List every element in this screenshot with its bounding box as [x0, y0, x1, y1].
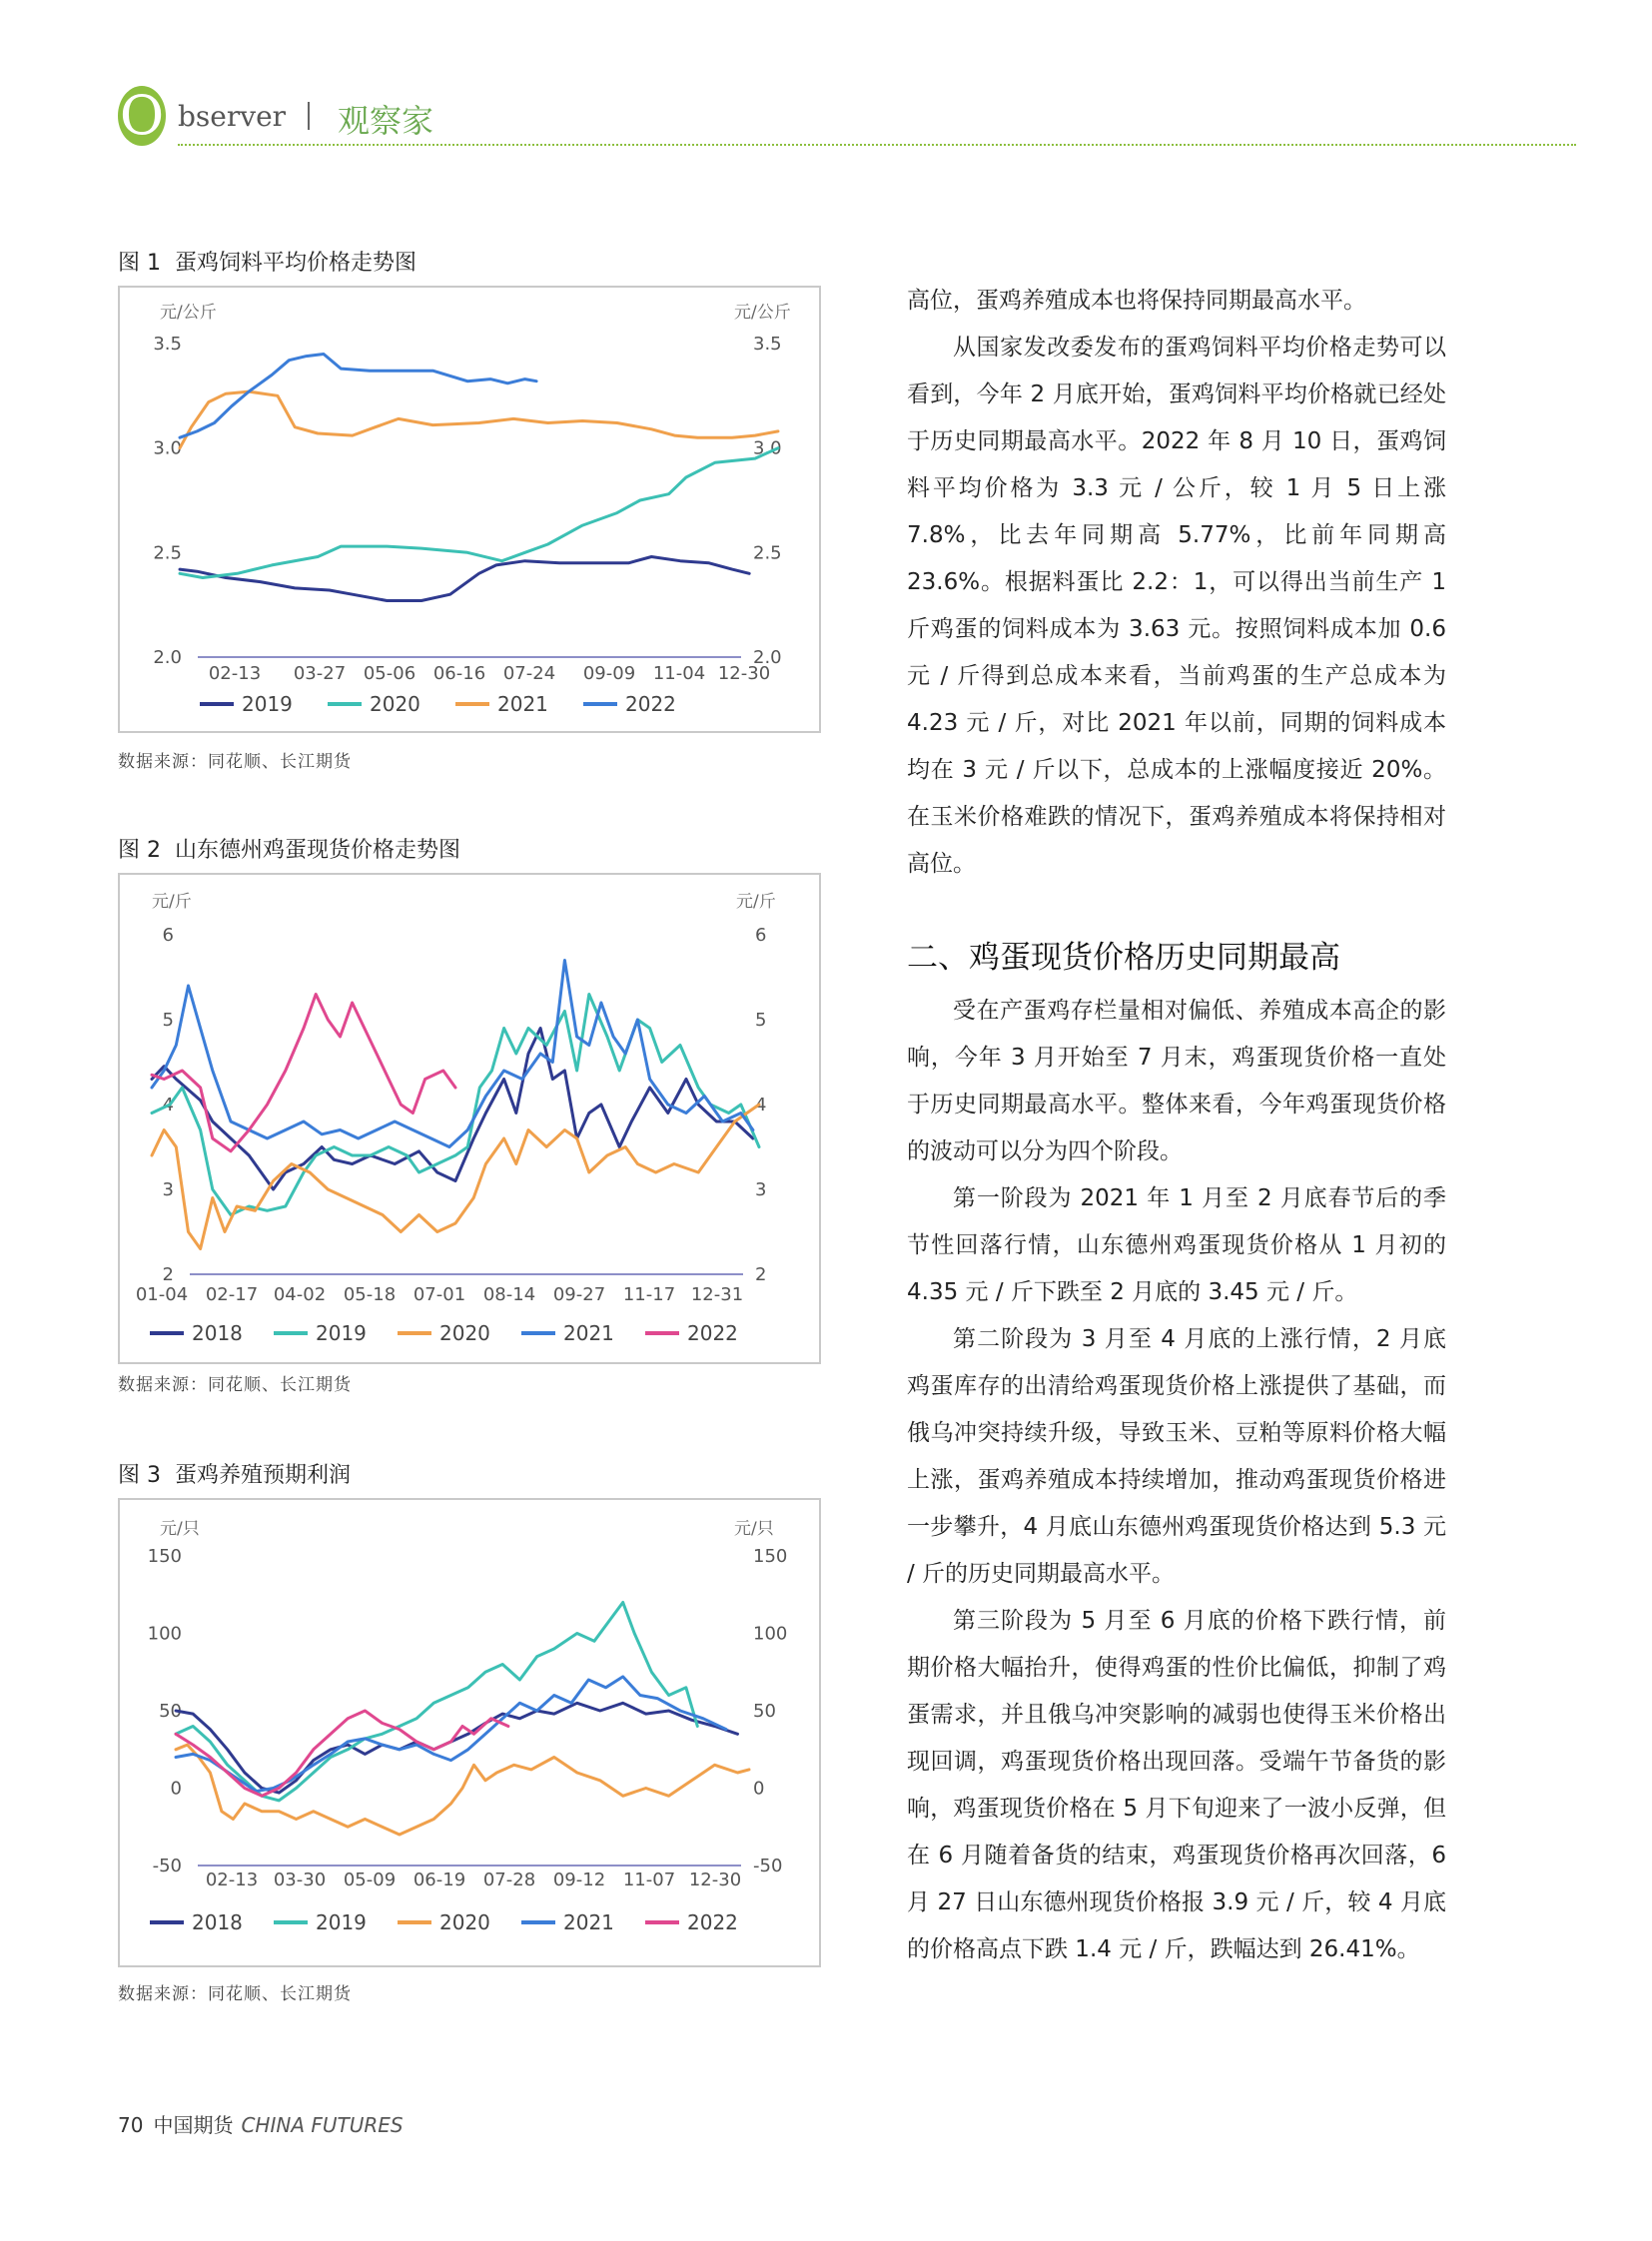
series-line-2019 [176, 1603, 697, 1801]
y-tick-label-right: 2 [755, 1264, 767, 1285]
figure-3-source: 数据来源：同花顺、长江期货 [118, 1984, 352, 2004]
figure-1-number: 图 1 [118, 251, 161, 276]
x-tick-label: 12-31 [690, 1284, 744, 1305]
figure-2-caption [118, 833, 460, 864]
y-tick-label-right: 2.0 [753, 647, 782, 668]
legend-label: 2022 [687, 1321, 738, 1345]
x-tick-label: 07-01 [413, 1284, 466, 1305]
y-tick-label-left: 2 [162, 1264, 174, 1285]
x-tick-label: 12-30 [717, 663, 771, 684]
figure-2-title: 山东德州鸡蛋现货价格走势图 [175, 838, 461, 863]
x-tick-label: 06-19 [413, 1869, 466, 1890]
legend-label: 2021 [563, 1321, 614, 1345]
y-tick-label-right: 3.0 [753, 437, 782, 459]
figure-3-chart [118, 1498, 821, 1967]
y-axis-unit-left: 元/公斤 [160, 303, 217, 323]
page-footer [118, 2109, 404, 2138]
y-tick-label-left: 5 [162, 1010, 174, 1031]
y-tick-label-right: 4 [755, 1095, 767, 1116]
article-paragraph: 第二阶段为 3 月至 4 月底的上涨行情，2 月底鸡蛋库存的出清给鸡蛋现货价格上涨提供了基础，而俄乌冲突持续升级，导致玉米、豆粕等原料价格大幅上涨，蛋鸡养殖成本持续增加，推动鸡蛋现货价格进一步攀升，4 月底山东德州鸡蛋现货价格达到 5.3 元 / 斤的历史同期最高水平。 [907, 1326, 1446, 1587]
legend-label: 2022 [625, 692, 676, 716]
y-axis-unit-left: 元/斤 [152, 892, 192, 912]
legend-label: 2019 [316, 1321, 367, 1345]
y-tick-label-left: 2.0 [153, 647, 182, 668]
x-tick-label: 09-09 [582, 663, 636, 684]
series-line-2019 [180, 557, 749, 601]
x-tick-label: 07-28 [482, 1869, 536, 1890]
y-tick-label-left: 6 [162, 925, 174, 946]
series-line-2020 [180, 448, 778, 578]
y-tick-label-left: 150 [147, 1546, 182, 1567]
legend-label: 2018 [192, 1910, 243, 1934]
y-axis-unit-right: 元/只 [734, 1519, 774, 1539]
y-tick-label-left: 3.5 [153, 334, 182, 355]
y-tick-label-right: -50 [753, 1856, 783, 1876]
x-tick-label: 11-07 [622, 1869, 676, 1890]
brand-logo-initial: O [119, 84, 165, 147]
y-tick-label-left: -50 [152, 1856, 182, 1876]
y-tick-label-left: 4 [162, 1095, 174, 1116]
figure-2-chart [118, 873, 821, 1364]
x-tick-label: 01-04 [135, 1284, 189, 1305]
y-tick-label-right: 150 [753, 1546, 788, 1567]
series-line-2018 [152, 1029, 753, 1190]
x-tick-label: 04-02 [273, 1284, 327, 1305]
magazine-name-en: CHINA FUTURES [241, 2113, 404, 2137]
x-tick-label: 11-17 [622, 1284, 676, 1305]
legend-label: 2019 [316, 1910, 367, 1934]
x-tick-label: 02-17 [205, 1284, 259, 1305]
legend-label: 2020 [439, 1910, 490, 1934]
x-tick-label: 08-14 [482, 1284, 536, 1305]
header-rule [178, 144, 1576, 146]
x-tick-label: 03-30 [273, 1869, 327, 1890]
y-tick-label-right: 100 [753, 1623, 788, 1645]
legend-label: 2020 [439, 1321, 490, 1345]
series-line-2021 [152, 961, 753, 1147]
figure-3-plot [120, 1500, 819, 1965]
x-tick-label: 02-13 [205, 1869, 259, 1890]
x-tick-label: 05-09 [343, 1869, 397, 1890]
article-paragraph: 第三阶段为 5 月至 6 月底的价格下跌行情，前期价格大幅抬升，使得鸡蛋的性价比偏低，抑制了鸡蛋需求，并且俄乌冲突影响的减弱也使得玉米价格出现回调，鸡蛋现货价格出现回落。受端午节备货的影响，鸡蛋现货价格在 5 月下旬迎来了一波小反弹，但在 6 月随着备货的结束，鸡蛋现货价格再次回落，6 月 27 日山东德州现货价格报 3.9 元 / 斤，较 4 月底的价格高点下跌 1.4 元 / 斤，跌幅达到 26.41%。 [907, 1608, 1446, 1962]
legend-label: 2019 [242, 692, 293, 716]
x-tick-label: 07-24 [502, 663, 556, 684]
y-tick-label-right: 6 [755, 925, 767, 946]
series-line-2021 [180, 391, 778, 448]
legend-label: 2021 [563, 1910, 614, 1934]
figure-3-number: 图 3 [118, 1463, 161, 1488]
y-axis-unit-right: 元/公斤 [734, 303, 791, 323]
figure-1-title: 蛋鸡饲料平均价格走势图 [175, 251, 417, 276]
x-tick-label: 05-06 [363, 663, 416, 684]
x-tick-label: 03-27 [293, 663, 347, 684]
magazine-name: 中国期货 [153, 2113, 234, 2137]
y-tick-label-left: 3.0 [153, 437, 182, 459]
figure-3-caption [118, 1458, 351, 1489]
x-tick-label: 06-16 [432, 663, 486, 684]
series-line-2022 [180, 355, 536, 438]
legend-label: 2022 [687, 1910, 738, 1934]
article-paragraph: 第一阶段为 2021 年 1 月至 2 月底春节后的季节性回落行情，山东德州鸡蛋现货价格从 1 月初的 4.35 元 / 斤下跌至 2 月底的 3.45 元 / 斤。 [907, 1185, 1446, 1305]
x-tick-label: 11-04 [652, 663, 706, 684]
x-tick-label: 09-27 [552, 1284, 606, 1305]
y-tick-label-left: 0 [170, 1778, 182, 1800]
figure-1-plot [120, 288, 819, 731]
y-tick-label-right: 5 [755, 1010, 767, 1031]
y-axis-unit-left: 元/只 [160, 1519, 200, 1539]
figure-2-plot [120, 875, 819, 1362]
brand-word: bserver [178, 100, 287, 133]
figure-3-title: 蛋鸡养殖预期利润 [175, 1463, 352, 1488]
figure-1-chart [118, 286, 821, 733]
y-tick-label-right: 0 [753, 1778, 765, 1800]
legend-label: 2021 [497, 692, 548, 716]
x-tick-label: 02-13 [208, 663, 262, 684]
page-number: 70 [118, 2113, 144, 2137]
header-separator [308, 102, 310, 130]
section-title: 观察家 [338, 102, 434, 140]
y-tick-label-right: 3 [755, 1179, 767, 1200]
article-paragraph: 受在产蛋鸡存栏量相对偏低、养殖成本高企的影响，今年 3 月开始至 7 月末，鸡蛋现货价格一直处于历史同期最高水平。整体来看，今年鸡蛋现货价格的波动可以分为四个阶段。 [907, 998, 1446, 1164]
article-paragraph: 从国家发改委发布的蛋鸡饲料平均价格走势可以看到，今年 2 月底开始，蛋鸡饲料平均价格就已经处于历史同期最高水平。2022 年 8 月 10 日，蛋鸡饲料平均价格为 3.3 元 / 公斤，较 1 月 5 日上涨 7.8%，比去年同期高 5.77%，比前年同期高 23.6%。根据料蛋比 2.2：1，可以得出当前生产 1 斤鸡蛋的饲料成本为 3.63 元。按照饲料成本加 0.6 元 / 斤得到总成本来看，当前鸡蛋的生产总成本为 4.23 元 / 斤，对比 2021 年以前，同期的饲料成本均在 3 元 / 斤以下，总成本的上涨幅度接近 20%。在玉米价格难跌的情况下，蛋鸡养殖成本将保持相对高位。 [907, 335, 1446, 877]
figure-2-source: 数据来源：同花顺、长江期货 [118, 1375, 352, 1395]
y-tick-label-right: 3.5 [753, 334, 782, 355]
figure-2-number: 图 2 [118, 838, 161, 863]
figure-1-source: 数据来源：同花顺、长江期货 [118, 752, 352, 772]
x-tick-label: 05-18 [343, 1284, 397, 1305]
series-line-2018 [176, 1703, 738, 1793]
y-tick-label-left: 3 [162, 1179, 174, 1200]
legend-label: 2020 [370, 692, 420, 716]
figure-1-caption [118, 246, 416, 277]
y-tick-label-right: 2.5 [753, 542, 782, 564]
article-column [907, 278, 1446, 1973]
y-tick-label-left: 2.5 [153, 542, 182, 564]
y-tick-label-left: 100 [147, 1623, 182, 1645]
x-tick-label: 12-30 [688, 1869, 742, 1890]
x-tick-label: 09-12 [552, 1869, 606, 1890]
section-heading: 二、鸡蛋现货价格历史同期最高 [907, 940, 1340, 976]
legend-label: 2018 [192, 1321, 243, 1345]
y-tick-label-left: 50 [159, 1701, 182, 1722]
y-tick-label-right: 50 [753, 1701, 776, 1722]
article-paragraph: 高位，蛋鸡养殖成本也将保持同期最高水平。 [907, 288, 1366, 314]
y-axis-unit-right: 元/斤 [736, 892, 776, 912]
